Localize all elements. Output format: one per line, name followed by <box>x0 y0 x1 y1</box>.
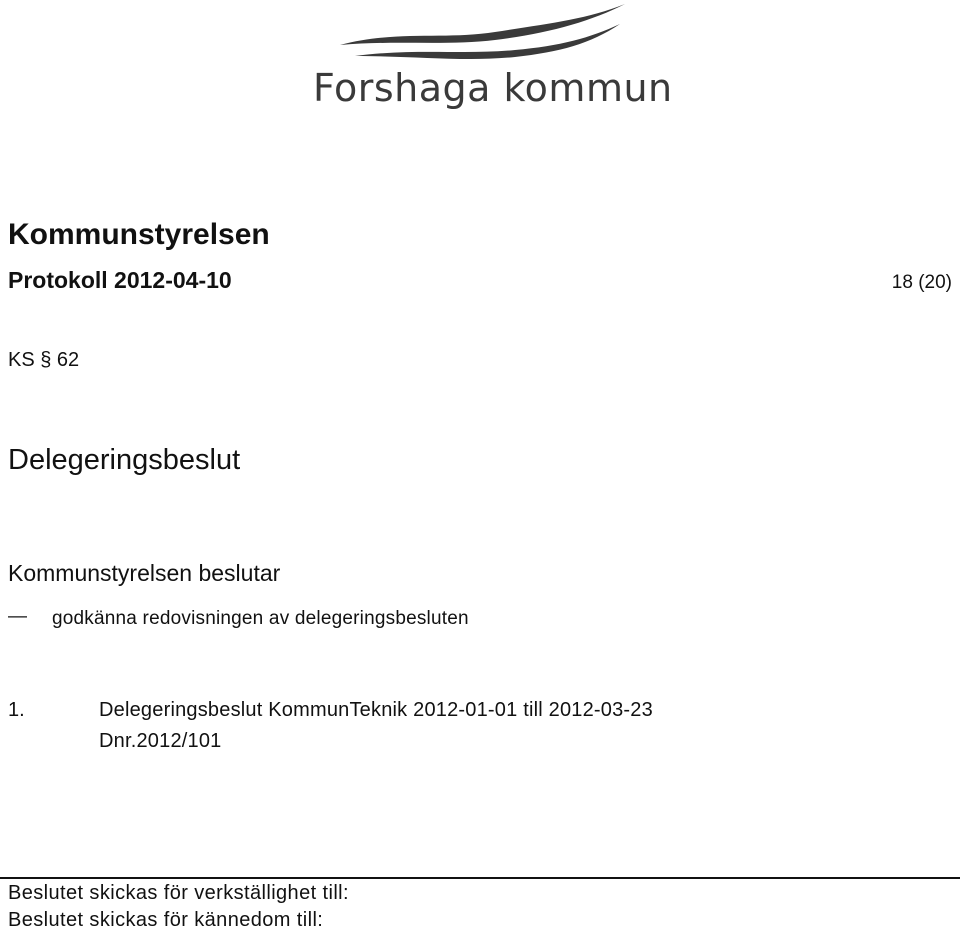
section-title: Delegeringsbeslut <box>8 444 241 476</box>
footer-execution-recipients: Beslutet skickas för verkställighet till: <box>8 882 349 904</box>
protocol-title: Protokoll 2012-04-10 <box>8 267 232 293</box>
wave-logo-icon <box>335 0 635 70</box>
decision-dash: — <box>8 606 27 627</box>
page-number: 18 (20) <box>891 272 952 293</box>
logo-text: Forshaga kommun <box>313 66 673 110</box>
list-item-dnr: Dnr.2012/101 <box>99 730 222 752</box>
list-number: 1. <box>8 699 25 721</box>
list-item-text: Delegeringsbeslut KommunTeknik 2012-01-01 till 2012-03-23 <box>99 699 653 721</box>
organization-title: Kommunstyrelsen <box>8 218 270 251</box>
decision-item: godkänna redovisningen av delegeringsbesluten <box>52 608 469 629</box>
footer-information-recipients: Beslutet skickas för kännedom till: <box>8 909 324 931</box>
section-reference: KS § 62 <box>8 349 80 371</box>
decides-heading: Kommunstyrelsen beslutar <box>8 560 281 586</box>
footer-divider <box>0 877 960 879</box>
